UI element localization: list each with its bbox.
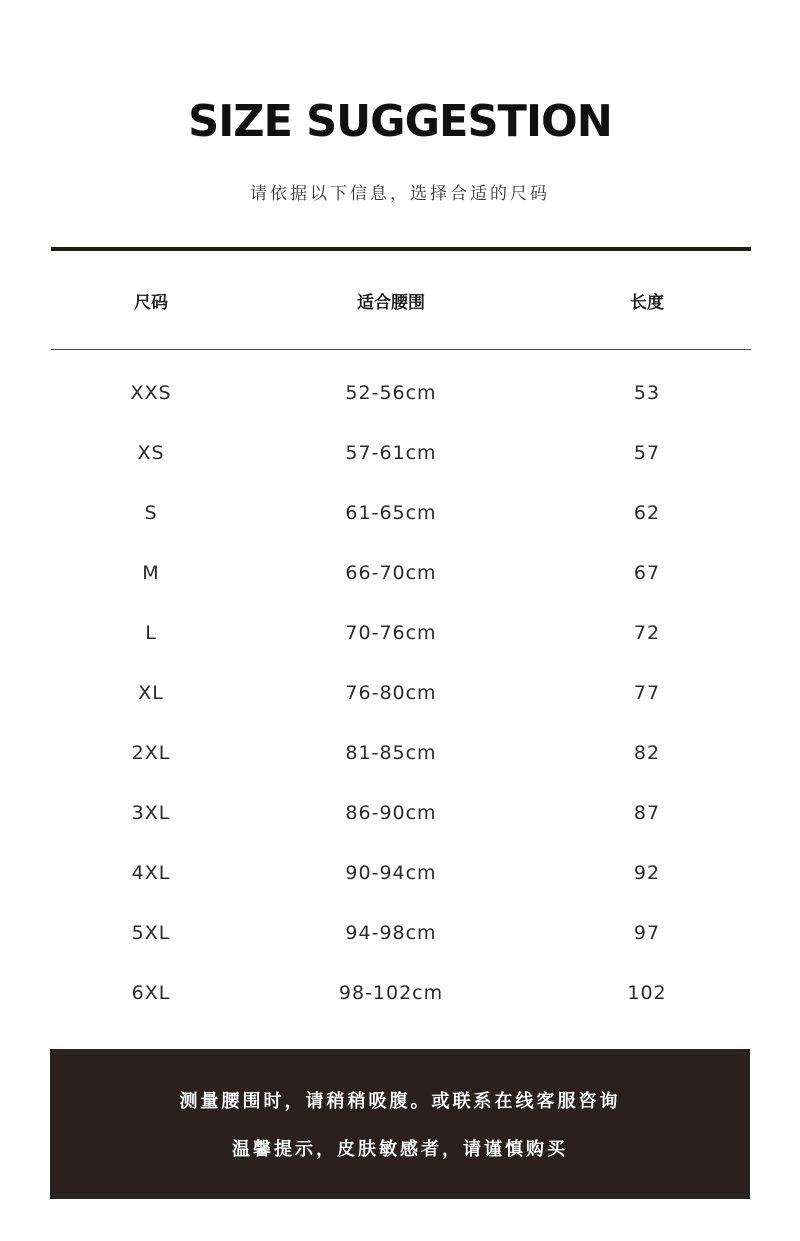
length-cell: 67 xyxy=(633,562,661,584)
size-cell: XS xyxy=(137,442,165,464)
waist-cell: 94-98cm xyxy=(345,922,437,944)
waist-cell: 66-70cm xyxy=(345,562,437,584)
table-top-rule xyxy=(51,247,751,251)
waist-cell: 98-102cm xyxy=(338,982,444,1004)
size-cell: 6XL xyxy=(131,982,171,1004)
table-row xyxy=(0,860,800,920)
notice-box xyxy=(50,1049,750,1199)
waist-cell: 70-76cm xyxy=(345,622,437,644)
table-header-rule xyxy=(51,349,751,350)
table-header xyxy=(0,288,800,314)
table-row xyxy=(0,500,800,560)
length-cell: 72 xyxy=(633,622,661,644)
length-cell: 92 xyxy=(633,862,661,884)
page-title: SIZE SUGGESTION xyxy=(188,96,612,147)
size-cell: XXS xyxy=(130,382,172,404)
size-table-body xyxy=(0,380,800,1040)
length-cell: 77 xyxy=(633,682,661,704)
table-row xyxy=(0,920,800,980)
size-cell: 5XL xyxy=(131,922,171,944)
table-row xyxy=(0,800,800,860)
length-cell: 87 xyxy=(633,802,661,824)
size-cell: 2XL xyxy=(131,742,171,764)
table-row xyxy=(0,980,800,1040)
waist-cell: 86-90cm xyxy=(345,802,437,824)
waist-cell: 57-61cm xyxy=(345,442,437,464)
length-cell: 102 xyxy=(627,982,667,1004)
table-row xyxy=(0,560,800,620)
table-row xyxy=(0,440,800,500)
table-row xyxy=(0,620,800,680)
waist-cell: 90-94cm xyxy=(345,862,437,884)
size-cell: 3XL xyxy=(131,802,171,824)
waist-cell: 52-56cm xyxy=(345,382,437,404)
size-cell: M xyxy=(142,562,160,584)
length-cell: 82 xyxy=(633,742,661,764)
size-cell: L xyxy=(145,622,157,644)
table-row xyxy=(0,740,800,800)
size-cell: 4XL xyxy=(131,862,171,884)
length-cell: 62 xyxy=(633,502,661,524)
table-row xyxy=(0,380,800,440)
waist-cell: 76-80cm xyxy=(345,682,437,704)
length-cell: 53 xyxy=(633,382,661,404)
notice-sensitive-skin-tip: 温馨提示，皮肤敏感者，请谨慎购买 xyxy=(232,1139,568,1160)
table-row xyxy=(0,680,800,740)
header-length: 长度 xyxy=(630,293,664,313)
waist-cell: 81-85cm xyxy=(345,742,437,764)
notice-measure-tip: 测量腰围时，请稍稍吸腹。或联系在线客服咨询 xyxy=(179,1091,621,1112)
size-cell: S xyxy=(144,502,158,524)
header-size: 尺码 xyxy=(134,293,168,313)
length-cell: 57 xyxy=(633,442,661,464)
size-cell: XL xyxy=(138,682,164,704)
waist-cell: 61-65cm xyxy=(345,502,437,524)
length-cell: 97 xyxy=(633,922,661,944)
header-waist: 适合腰围 xyxy=(357,293,425,313)
page-subtitle: 请依据以下信息，选择合适的尺码 xyxy=(250,184,550,204)
